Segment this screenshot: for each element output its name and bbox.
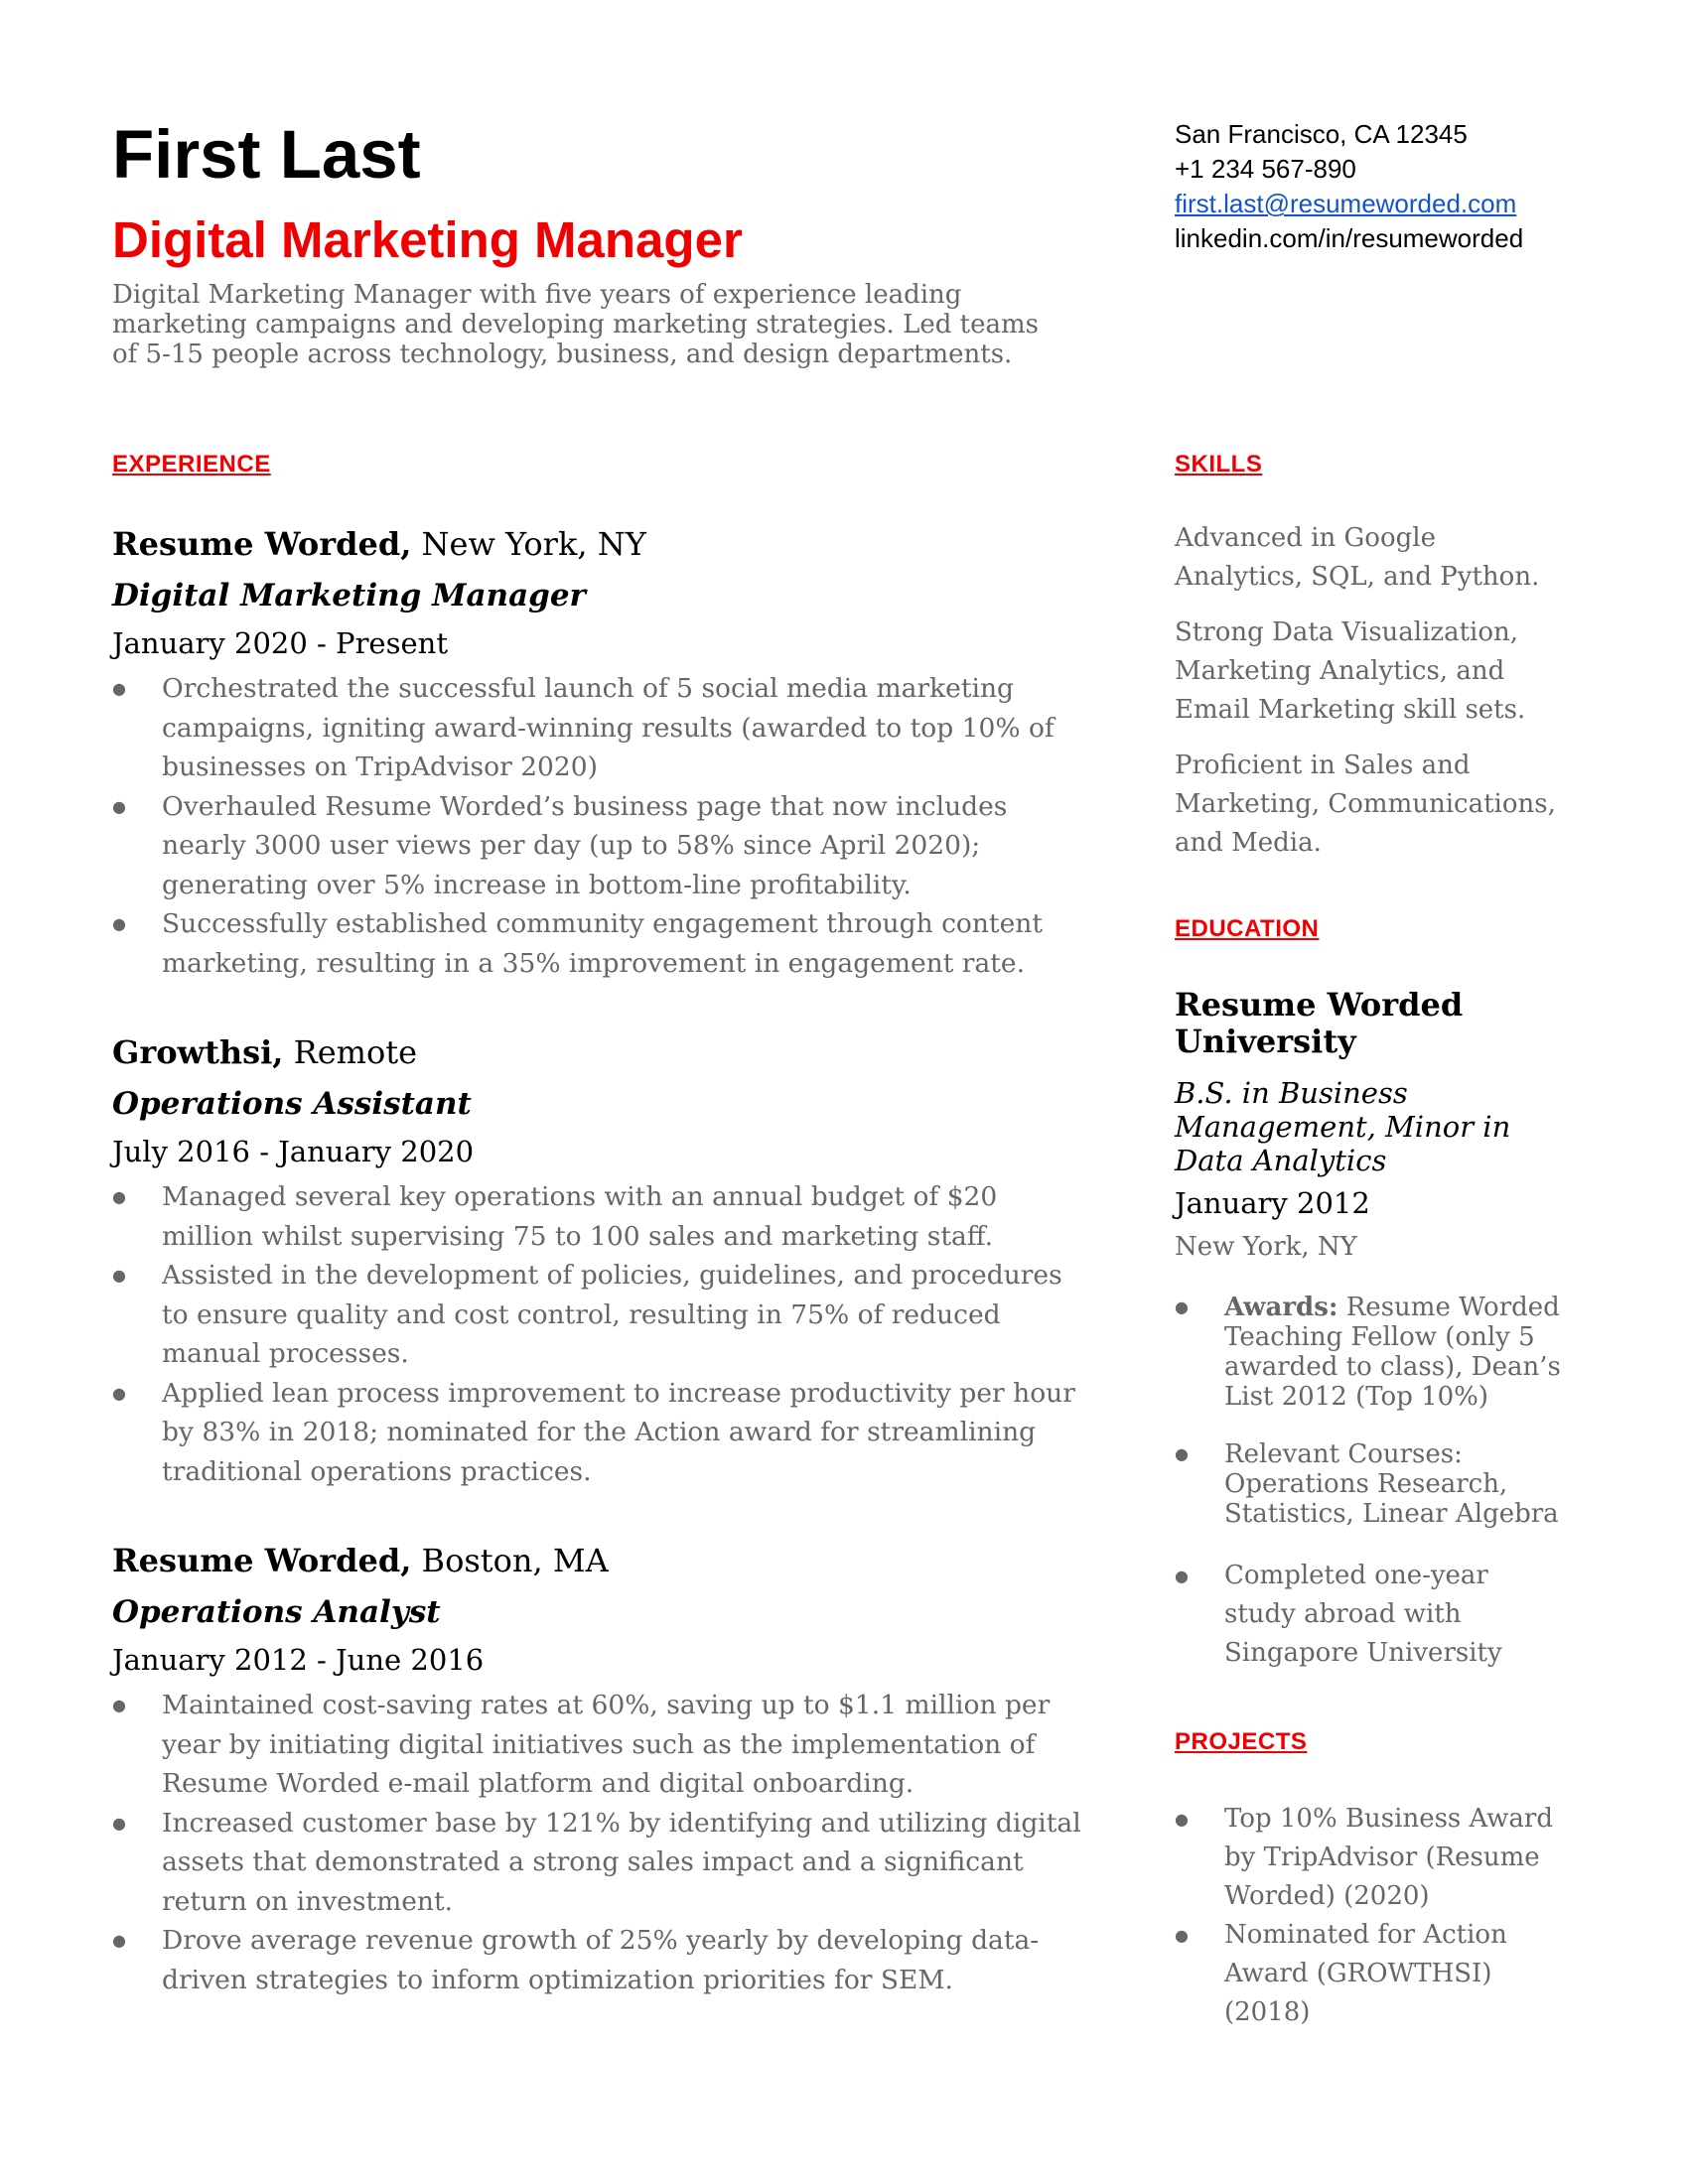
- job-entry: [112, 524, 1095, 983]
- job-title: Operations Analyst: [112, 1594, 441, 1630]
- skill-item: Advanced in Google Analytics, SQL, and Python.: [1175, 523, 1540, 592]
- education-courses: ● Relevant Courses: Operations Research, Statistics, Linear Algebra: [1175, 1439, 1562, 1529]
- awards-label: Awards:: [1224, 1293, 1338, 1322]
- education-abroad: ● Completed one-year study abroad with Singapore University: [1175, 1557, 1562, 1673]
- job-bullet: ● Maintained cost-saving rates at 60%, saving up to $1.1 million per year by initiating digital initiatives such as the implementation of Resume Worded e-mail platform and digital onboarding.: [112, 1686, 1095, 1804]
- experience-heading: EXPERIENCE: [112, 451, 271, 478]
- education-section: [1175, 987, 1562, 1701]
- job-bullets: [112, 669, 1095, 983]
- project-list: [1175, 1800, 1562, 2032]
- job-bullets: [112, 1177, 1095, 1491]
- job-title: Digital Marketing Manager: [112, 578, 586, 614]
- job-dates: January 2020 - Present: [112, 626, 448, 660]
- job-title: Operations Assistant: [112, 1086, 472, 1122]
- job-company-line: [112, 1541, 1095, 1580]
- skill-item: Strong Data Visualization, Marketing Analytics, and Email Marketing skill sets.: [1175, 617, 1526, 725]
- graduation-date: January 2012: [1175, 1186, 1370, 1220]
- job-bullet: ● Orchestrated the successful launch of 5 social media marketing campaigns, igniting award-winning results (awarded to top 10% of businesses on TripAdvisor 2020): [112, 669, 1095, 787]
- projects-heading: PROJECTS: [1175, 1728, 1308, 1755]
- job-location: Remote: [283, 1033, 418, 1071]
- job-company-line: [112, 1032, 1095, 1072]
- job-company: Growthsi,: [112, 1033, 284, 1071]
- candidate-name: First Last: [112, 116, 421, 193]
- contact-location: San Francisco, CA 12345: [1175, 119, 1468, 149]
- education-heading: EDUCATION: [1175, 915, 1320, 942]
- school-name: Resume Worded University: [1175, 986, 1464, 1060]
- job-bullet: ● Applied lean process improvement to increase productivity per hour by 83% in 2018; nominated for the Action award for streamlining traditional operations practices.: [112, 1374, 1095, 1492]
- job-bullet: ● Drove average revenue growth of 25% yearly by developing data-driven strategies to inform optimization priorities for SEM.: [112, 1921, 1095, 1999]
- job-entry: [112, 1541, 1095, 1999]
- job-company-line: [112, 524, 1095, 564]
- skills-section: [1175, 519, 1562, 880]
- job-bullet: ● Managed several key operations with an annual budget of $20 million whilst supervising 75 to 100 sales and marketing staff.: [112, 1177, 1095, 1256]
- job-company: Resume Worded,: [112, 525, 412, 563]
- education-bullets: [1175, 1293, 1562, 1673]
- job-bullet: ● Successfully established community engagement through content marketing, resulting in a 35% improvement in engagement rate.: [112, 904, 1095, 983]
- job-dates: January 2012 - June 2016: [112, 1643, 485, 1677]
- project-item: ● Nominated for Action Award (GROWTHSI) (2018): [1175, 1916, 1562, 2032]
- degree-title: B.S. in Business Management, Minor in Data Analytics: [1175, 1076, 1511, 1177]
- job-company: Resume Worded,: [112, 1542, 412, 1579]
- job-bullets: [112, 1686, 1095, 1999]
- education-awards: [1175, 1293, 1562, 1412]
- job-dates: July 2016 - January 2020: [112, 1135, 475, 1168]
- professional-summary: Digital Marketing Manager with five years of experience leading marketing campaigns and developing marketing strategies. Led teams of 5-15 people across technology, business, and design departments.: [112, 280, 1039, 369]
- project-item: ● Top 10% Business Award by TripAdvisor (Resume Worded) (2020): [1175, 1800, 1562, 1916]
- projects-section: [1175, 1800, 1562, 2032]
- job-entry: [112, 1032, 1095, 1491]
- contact-block: [1175, 117, 1523, 256]
- skills-heading: SKILLS: [1175, 451, 1263, 478]
- job-location: Boston, MA: [411, 1542, 609, 1579]
- contact-linkedin: linkedin.com/in/resumeworded: [1175, 223, 1524, 253]
- contact-phone: +1 234 567-890: [1175, 154, 1356, 184]
- candidate-role: Digital Marketing Manager: [112, 211, 743, 268]
- school-location: New York, NY: [1175, 1232, 1357, 1262]
- awards-text: Resume Worded Teaching Fellow (only 5 awarded to class), Dean’s List 2012 (Top 10%): [1224, 1293, 1561, 1412]
- job-location: New York, NY: [411, 525, 646, 563]
- job-bullet: ● Increased customer base by 121% by identifying and utilizing digital assets that demonstrated a strong sales impact and a significant return on investment.: [112, 1804, 1095, 1922]
- job-bullet: ● Assisted in the development of policies, guidelines, and procedures to ensure quality and cost control, resulting in 75% of reduced manual processes.: [112, 1256, 1095, 1374]
- job-bullet: ● Overhauled Resume Worded’s business page that now includes nearly 3000 user views per day (up to 58% since April 2020); generating over 5% increase in bottom-line profitability.: [112, 787, 1095, 905]
- contact-email-link[interactable]: first.last@resumeworded.com: [1175, 189, 1517, 218]
- skill-item: Proficient in Sales and Marketing, Communications, and Media.: [1175, 751, 1556, 858]
